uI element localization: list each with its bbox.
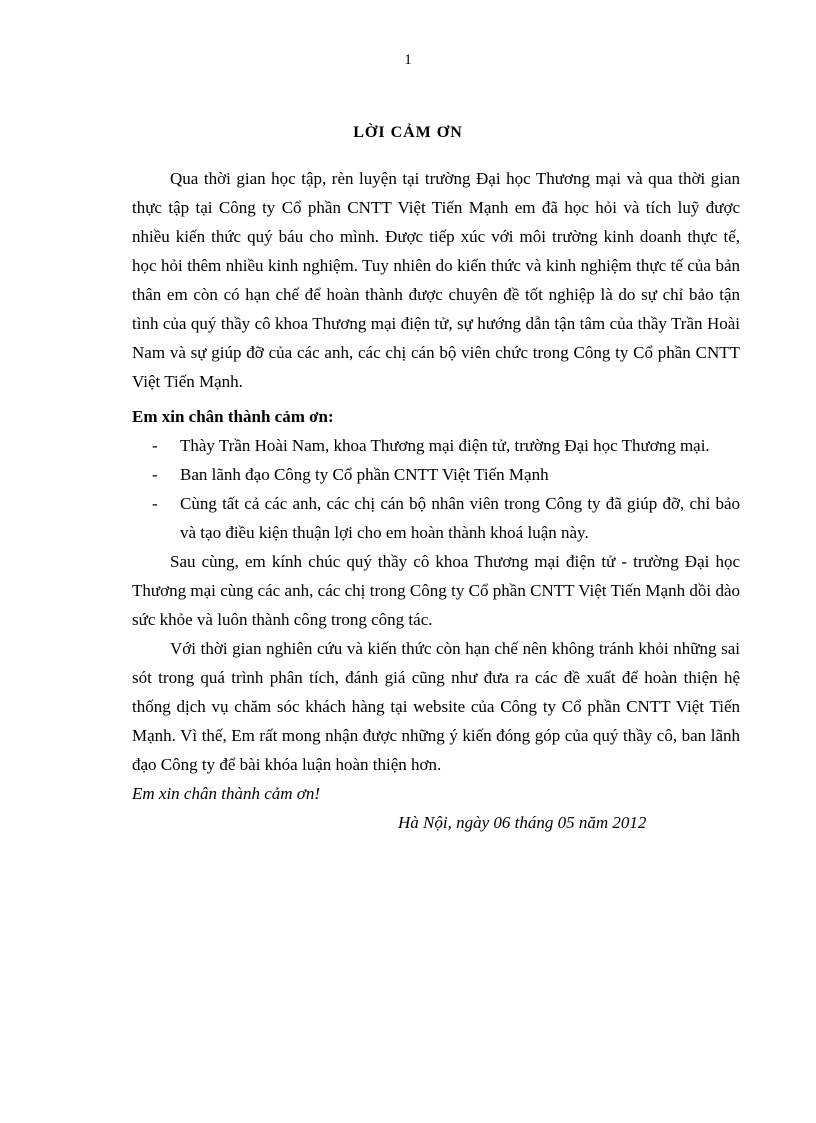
list-item: [132, 489, 740, 547]
limitations-paragraph: Với thời gian nghiên cứu và kiến thức còn hạn chế nên không tránh khỏi những sai sót trong quá trình phân tích, đánh giá cũng như đưa ra các đề xuất để hoàn thiện hệ thống dịch vụ chăm sóc khách hàng tại website của Công ty Cổ phần CNTT Việt Tiến Mạnh. Vì thế, Em rất mong nhận được những ý kiến đóng góp của quý thầy cô, ban lãnh đạo Công ty để bài khóa luận hoàn thiện hơn.: [132, 639, 740, 774]
page-number: 1: [404, 52, 412, 68]
bullet-dash: -: [152, 436, 158, 455]
closing-line: Em xin chân thành cảm ơn!: [132, 784, 321, 803]
bullet-dash: -: [152, 465, 158, 484]
wishes-paragraph: Sau cùng, em kính chúc quý thầy cô khoa Thương mại điện tử - trường Đại học Thương mại cùng các anh, các chị trong Công ty Cổ phần CNTT Việt Tiến Mạnh dồi dào sức khỏe và luôn thành công trong công tác.: [132, 552, 740, 629]
date-line: Hà Nội, ngày 06 tháng 05 năm 2012: [398, 813, 647, 832]
thanks-list: [132, 431, 740, 547]
list-item: [132, 431, 740, 460]
list-item: [132, 460, 740, 489]
list-item-text: Cùng tất cả các anh, các chị cán bộ nhân viên trong Công ty đã giúp đỡ, chỉ bảo và tạo điều kiện thuận lợi cho em hoàn thành khoá luận này.: [180, 494, 740, 542]
bullet-dash: -: [152, 494, 158, 513]
thanks-heading: Em xin chân thành cảm ơn:: [132, 407, 334, 426]
document-title: LỜI CẢM ƠN: [353, 124, 463, 141]
list-item-text: Thày Trần Hoài Nam, khoa Thương mại điện tử, trường Đại học Thương mại.: [180, 436, 710, 455]
list-item-text: Ban lãnh đạo Công ty Cổ phần CNTT Việt Tiến Mạnh: [180, 465, 549, 484]
intro-paragraph: Qua thời gian học tập, rèn luyện tại trường Đại học Thương mại và qua thời gian thực tập tại Công ty Cổ phần CNTT Việt Tiến Mạnh em đã học hỏi và tích luỹ được nhiều kiến thức quý báu cho mình. Được tiếp xúc với môi trường kinh doanh thực tế, học hỏi thêm nhiều kinh nghiệm. Tuy nhiên do kiến thức và kinh nghiệm thực tế của bản thân em còn có hạn chế để hoàn thành được chuyên đề tốt nghiệp là do sự chỉ bảo tận tình của quý thầy cô khoa Thương mại điện tử, sự hướng dẫn tận tâm của thầy Trần Hoài Nam và sự giúp đỡ của các anh, các chị cán bộ viên chức trong Công ty Cổ phần CNTT Việt Tiến Mạnh.: [132, 169, 740, 391]
document-body: [132, 164, 740, 837]
